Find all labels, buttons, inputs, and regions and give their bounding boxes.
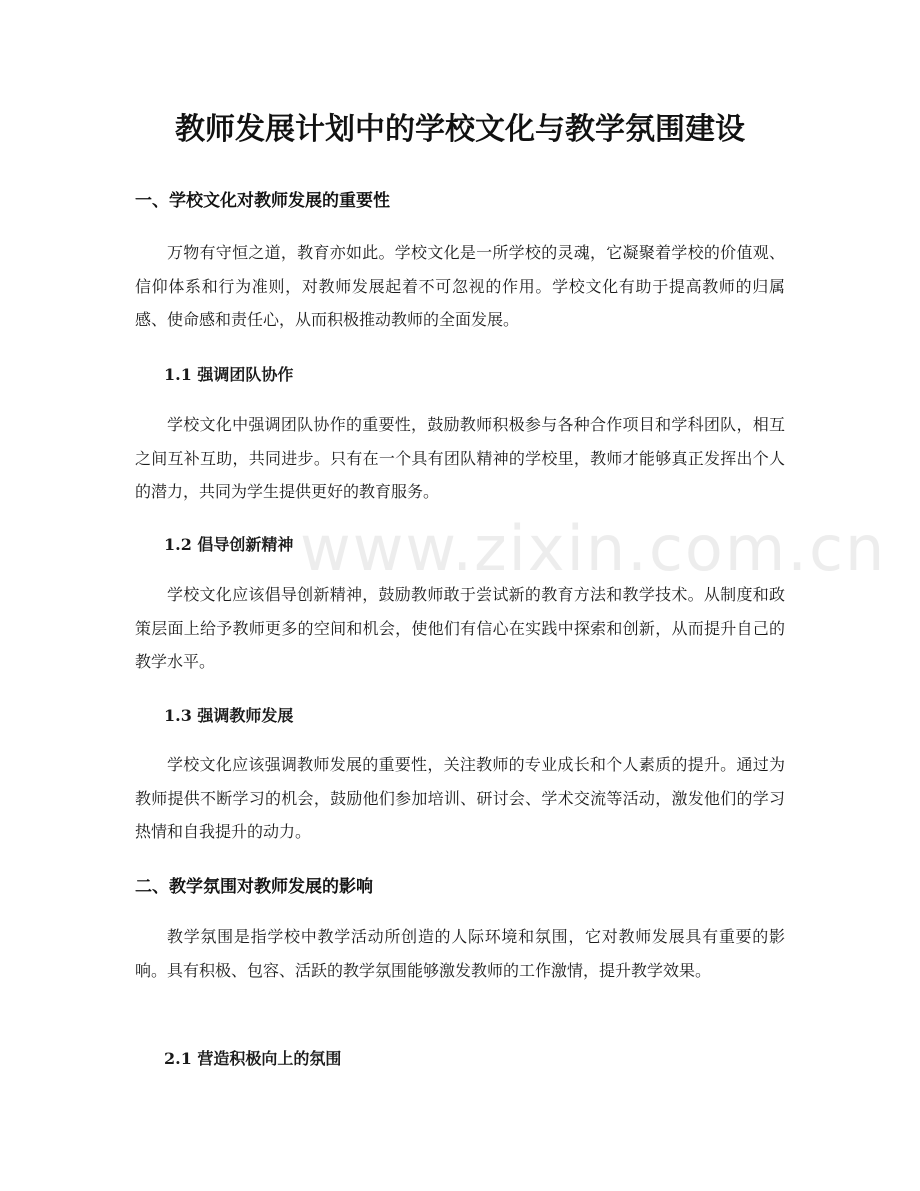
subsection-1-3-paragraph: 学校文化应该强调教师发展的重要性，关注教师的专业成长和个人素质的提升。通过为教师提供不断学习的机会，鼓励他们参加培训、研讨会、学术交流等活动，激发他们的学习热情和自我提升的动力。: [135, 755, 785, 841]
document-title: 教师发展计划中的学校文化与教学氛围建设: [175, 112, 745, 147]
subsection-1-2-paragraph: 学校文化应该倡导创新精神，鼓励教师敢于尝试新的教育方法和教学技术。从制度和政策层面上给予教师更多的空间和机会，使他们有信心在实践中探索和创新，从而提升自己的教学水平。: [135, 585, 785, 671]
subsection-1-1-heading: 1.1 强调团队协作: [164, 365, 294, 384]
subsection-1-2-heading: 1.2 倡导创新精神: [164, 535, 294, 554]
section-2-heading: 二、教学氛围对教师发展的影响: [135, 877, 373, 897]
subsection-2-1-heading: 2.1 营造积极向上的氛围: [164, 1049, 342, 1068]
subsection-1-1-paragraph: 学校文化中强调团队协作的重要性，鼓励教师积极参与各种合作项目和学科团队，相互之间互补互助，共同进步。只有在一个具有团队精神的学校里，教师才能够真正发挥出个人的潜力，共同为学生提供更好的教育服务。: [135, 415, 785, 501]
section-1-heading: 一、学校文化对教师发展的重要性: [135, 191, 390, 211]
watermark: www.zixin.com.cn: [300, 512, 887, 585]
subsection-1-3-heading: 1.3 强调教师发展: [164, 706, 294, 725]
section-2-intro-paragraph: 教学氛围是指学校中教学活动所创造的人际环境和氛围，它对教师发展具有重要的影响。具有积极、包容、活跃的教学氛围能够激发教师的工作激情，提升教学效果。: [135, 927, 785, 980]
section-1-intro-paragraph: 万物有守恒之道，教育亦如此。学校文化是一所学校的灵魂，它凝聚着学校的价值观、信仰体系和行为准则，对教师发展起着不可忽视的作用。学校文化有助于提高教师的归属感、使命感和责任心，从而积极推动教师的全面发展。: [135, 243, 785, 329]
